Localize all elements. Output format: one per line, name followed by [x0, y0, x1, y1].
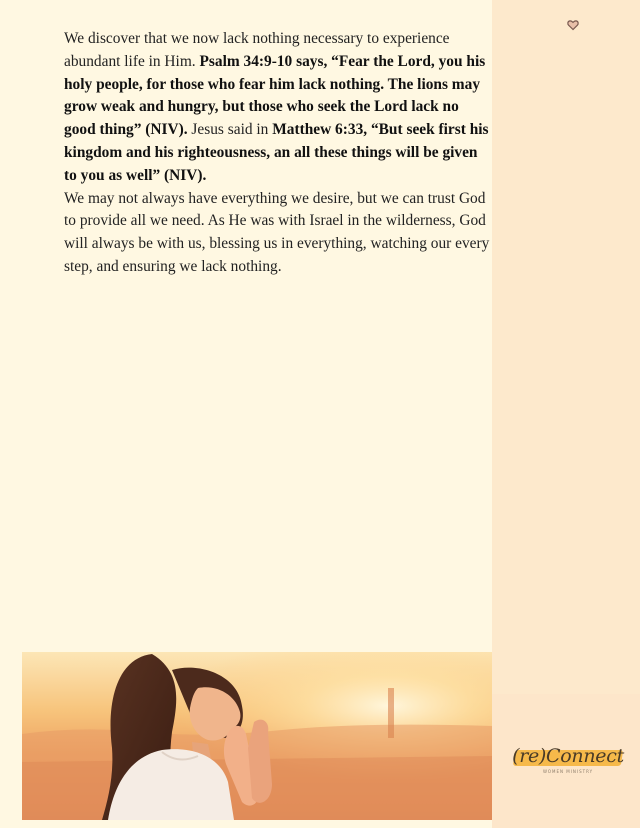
scripture-psalm-34: Psalm 34:9-10 says, “Fear the Lord, you his holy people, for those who fear him lack nothing. The lions may grow weak and hungry, but those who seek the Lord lack no good thing” (NIV).	[64, 52, 486, 139]
sidebar-footer	[492, 694, 640, 828]
paragraph-1	[64, 28, 492, 188]
paragraph-1-text-a: We discover that we now lack nothing necessary to experience abundant life in Him.	[64, 30, 450, 70]
logo-tagline: WOMEN MINISTRY	[542, 769, 594, 774]
article-body	[64, 28, 492, 279]
decorative-sidebar	[492, 0, 640, 828]
scripture-matthew-6: Matthew 6:33, “But seek first his kingdom and his righteousness, an all these things will be given to you as well” (NIV).	[64, 121, 489, 184]
reconnect-logo	[510, 742, 626, 778]
paragraph-2: We may not always have everything we desire, but we can trust God to provide all we need. As He was with Israel in the wilderness, God will always be with us, blessing us in everything, watching our every step, and ensuring we lack nothing.	[64, 189, 490, 275]
logo-wordmark: (re)Connect	[512, 745, 624, 767]
paragraph-1-text-b: Jesus said in	[187, 121, 273, 139]
praying-woman-photo	[22, 652, 492, 820]
heart-icon	[567, 18, 579, 30]
